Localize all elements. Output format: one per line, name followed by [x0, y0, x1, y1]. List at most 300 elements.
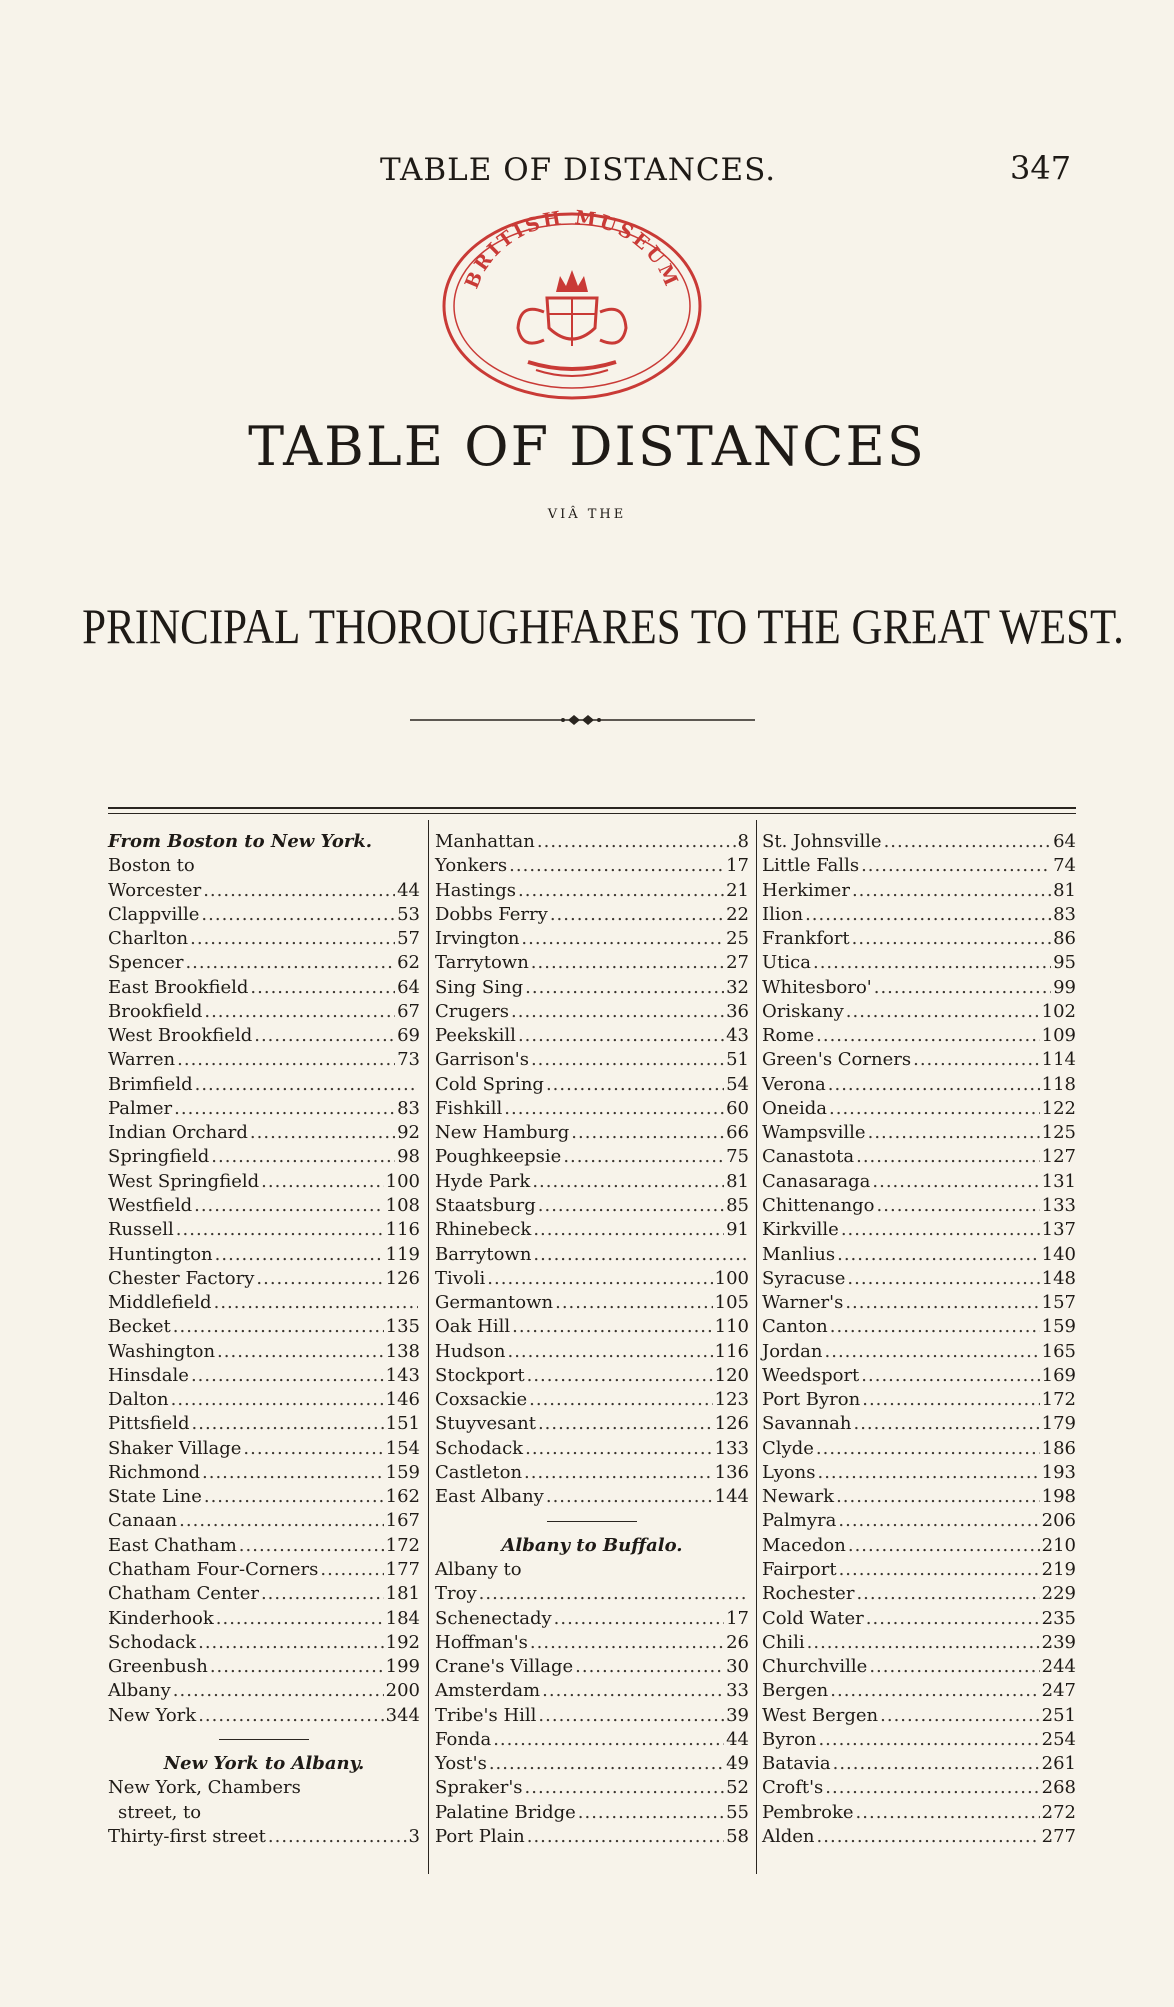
leader-dots [179, 1509, 383, 1533]
distance-value: 251 [1041, 1704, 1076, 1726]
leader-dots [211, 1145, 395, 1169]
distance-entry [435, 1704, 749, 1728]
leader-dots [195, 1073, 418, 1097]
leader-dots [856, 1145, 1040, 1169]
british-museum-stamp [432, 200, 712, 400]
leader-dots [828, 1073, 1040, 1097]
distance-value: 52 [726, 1777, 749, 1799]
place-name: Hoffman's [435, 1631, 528, 1653]
distance-entry [108, 1291, 420, 1315]
place-name: Shaker Village [108, 1437, 242, 1459]
leader-dots [554, 1607, 724, 1631]
leader-dots [185, 951, 395, 975]
place-name: Kirkville [762, 1219, 839, 1241]
place-name: Schodack [108, 1631, 197, 1653]
leader-dots [877, 1194, 1040, 1218]
distance-value: 33 [726, 1680, 749, 1702]
distance-entry [108, 1509, 420, 1533]
distance-column-1 [108, 830, 420, 1849]
distance-entry [435, 1048, 749, 1072]
distance-value: 159 [1041, 1316, 1076, 1338]
distance-entry [762, 1097, 1076, 1121]
place-name: Tarrytown [435, 952, 529, 974]
distance-value: 162 [385, 1486, 420, 1508]
distance-entry [435, 927, 749, 951]
place-name: East Albany [435, 1486, 544, 1508]
distance-value: 229 [1041, 1583, 1076, 1605]
distance-value: 210 [1041, 1534, 1076, 1556]
place-name: Jordan [762, 1340, 823, 1362]
distance-entry [108, 927, 420, 951]
place-name: Canaan [108, 1510, 178, 1532]
leader-dots [518, 1024, 724, 1048]
distance-value: 32 [726, 976, 749, 998]
route-origin: New York, Chambers [108, 1777, 301, 1799]
leader-dots [816, 1024, 1040, 1048]
distance-entry [435, 1679, 749, 1703]
distance-entry [762, 1437, 1076, 1461]
distance-entry [762, 1728, 1076, 1752]
table-rule-top [108, 807, 1076, 809]
distance-value: 119 [385, 1243, 420, 1265]
leader-dots [845, 1291, 1039, 1315]
route-origin: street, to [118, 1801, 202, 1823]
place-name: Rome [762, 1025, 815, 1047]
route-heading: Albany to Buffalo. [501, 1534, 683, 1556]
distance-value: 192 [385, 1631, 420, 1653]
leader-dots [254, 1024, 395, 1048]
distance-entry [435, 1218, 749, 1242]
place-name: Schodack [435, 1437, 524, 1459]
place-name: Staatsburg [435, 1194, 536, 1216]
section-divider [435, 1509, 749, 1533]
place-name: Byron [762, 1728, 817, 1750]
distance-entry [435, 1291, 749, 1315]
place-name: Amsterdam [435, 1680, 541, 1702]
distance-value: 261 [1041, 1753, 1076, 1775]
leader-dots [524, 1461, 713, 1485]
distance-entry [108, 1607, 420, 1631]
place-name: Canton [762, 1316, 828, 1338]
distance-value: 344 [385, 1704, 420, 1726]
leader-dots [861, 1364, 1039, 1388]
leader-dots [575, 1655, 724, 1679]
distance-value: 92 [397, 1122, 420, 1144]
place-name: Oneida [762, 1097, 828, 1119]
distance-value: 167 [385, 1510, 420, 1532]
distance-entry [435, 1412, 749, 1436]
distance-entry [762, 1218, 1076, 1242]
leader-dots [194, 1194, 384, 1218]
place-name: Palatine Bridge [435, 1801, 576, 1823]
leader-dots [479, 1582, 747, 1606]
leader-dots [202, 1461, 384, 1485]
distance-value: 66 [726, 1122, 749, 1144]
distance-entry [762, 927, 1076, 951]
place-name: Garrison's [435, 1049, 529, 1071]
via-line: VIÂ THE [547, 507, 627, 522]
leader-dots [913, 1048, 1040, 1072]
leader-dots [830, 1315, 1040, 1339]
distance-value: 277 [1041, 1825, 1076, 1847]
leader-dots [507, 1340, 712, 1364]
distance-value: 75 [726, 1146, 749, 1168]
distance-entry [435, 1437, 749, 1461]
leader-dots [511, 1000, 724, 1024]
place-name: Oak Hill [435, 1316, 511, 1338]
distance-value: 39 [726, 1704, 749, 1726]
distance-value: 53 [397, 903, 420, 925]
leader-dots [204, 1485, 384, 1509]
distance-value: 55 [726, 1801, 749, 1823]
distance-entry [108, 1073, 420, 1097]
distance-value: 154 [385, 1437, 420, 1459]
distance-value: 22 [726, 903, 749, 925]
leader-dots [203, 879, 395, 903]
leader-dots [250, 1121, 395, 1145]
distance-entry [435, 1024, 749, 1048]
distance-column-2 [435, 830, 749, 1849]
distance-entry [762, 1340, 1076, 1364]
distance-value: 193 [1041, 1461, 1076, 1483]
distance-value: 67 [397, 1000, 420, 1022]
place-name: Hastings [435, 879, 517, 901]
leader-dots [493, 1728, 724, 1752]
place-name: Dobbs Ferry [435, 903, 548, 925]
place-name: Croft's [762, 1777, 824, 1799]
distance-entry [435, 903, 749, 927]
place-name: New York [108, 1704, 197, 1726]
leader-dots [210, 1655, 384, 1679]
place-name: Fonda [435, 1728, 492, 1750]
distance-value: 64 [1053, 831, 1076, 852]
place-name: Peekskill [435, 1025, 516, 1047]
leader-dots [538, 1194, 724, 1218]
route-origin: Boston to [108, 855, 195, 877]
distance-entry [762, 830, 1076, 854]
place-name: Albany [108, 1680, 171, 1702]
place-name: Cold Spring [435, 1073, 544, 1095]
place-name: Manlius [762, 1243, 836, 1265]
place-name: Huntington [108, 1243, 213, 1265]
place-name: Port Byron [762, 1389, 861, 1411]
distance-entry [108, 1218, 420, 1242]
leader-dots [853, 1412, 1039, 1436]
leader-dots [530, 1631, 724, 1655]
leader-dots [268, 1825, 407, 1849]
distance-entry [762, 1291, 1076, 1315]
leader-dots [578, 1801, 724, 1825]
leader-dots [529, 1388, 713, 1412]
leader-dots [571, 1121, 724, 1145]
place-name: Lyons [762, 1461, 816, 1483]
place-name: Manhattan [435, 831, 535, 852]
distance-value: 186 [1041, 1437, 1076, 1459]
distance-value: 81 [726, 1170, 749, 1192]
distance-entry [762, 1655, 1076, 1679]
route-heading: From Boston to New York. [108, 831, 373, 852]
leader-dots [521, 927, 724, 951]
leader-dots [487, 1267, 712, 1291]
distance-value: 159 [385, 1461, 420, 1483]
distance-entry [435, 951, 749, 975]
distance-value: 8 [737, 831, 749, 852]
distance-entry [435, 976, 749, 1000]
leader-dots [533, 1243, 747, 1267]
place-name: Hyde Park [435, 1170, 531, 1192]
place-name: Stockport [435, 1364, 525, 1386]
distance-entry [108, 1000, 420, 1024]
distance-entry [762, 1073, 1076, 1097]
page-number: 347 [1010, 149, 1072, 187]
distance-value: 268 [1041, 1777, 1076, 1799]
main-title: TABLE OF DISTANCES [248, 415, 926, 478]
distance-entry [435, 1631, 749, 1655]
distance-entry [762, 879, 1076, 903]
place-name: Fairport [762, 1558, 837, 1580]
distance-value: 126 [714, 1413, 749, 1435]
distance-column-3 [762, 830, 1076, 1849]
distance-entry [435, 1194, 749, 1218]
leader-dots [550, 903, 724, 927]
distance-entry [108, 1194, 420, 1218]
place-name: Herkimer [762, 879, 850, 901]
place-name: Palmyra [762, 1510, 837, 1532]
distance-entry [435, 1655, 749, 1679]
place-name: Hinsdale [108, 1364, 189, 1386]
distance-entry [762, 1170, 1076, 1194]
place-name: West Bergen [762, 1704, 879, 1726]
distance-entry [435, 1776, 749, 1800]
place-name: Chatham Four-Corners [108, 1558, 319, 1580]
distance-entry [762, 1461, 1076, 1485]
distance-entry [108, 1388, 420, 1412]
distance-entry [762, 903, 1076, 927]
place-name: Canastota [762, 1146, 855, 1168]
leader-dots [525, 1437, 713, 1461]
distance-value: 179 [1041, 1413, 1076, 1435]
leader-dots [848, 1534, 1040, 1558]
place-name: St. Johnsville [762, 831, 882, 852]
distance-value: 123 [714, 1389, 749, 1411]
distance-entry [108, 1437, 420, 1461]
place-name: Thirty-first street [108, 1825, 266, 1847]
place-name: West Springfield [108, 1170, 260, 1192]
distance-entry [762, 976, 1076, 1000]
place-name: New Hamburg [435, 1122, 570, 1144]
distance-entry [108, 1534, 420, 1558]
place-name: Richmond [108, 1461, 201, 1483]
distance-entry [762, 1825, 1076, 1849]
distance-entry [108, 1048, 420, 1072]
distance-value: 272 [1041, 1801, 1076, 1823]
distance-value: 30 [726, 1656, 749, 1678]
place-name: East Brookfield [108, 976, 249, 998]
distance-entry [435, 1485, 749, 1509]
place-name: Crugers [435, 1000, 509, 1022]
distance-entry [108, 951, 420, 975]
distance-entry [435, 879, 749, 903]
distance-entry [108, 903, 420, 927]
place-name: Worcester [108, 879, 202, 901]
place-name: Charlton [108, 928, 189, 950]
leader-dots [509, 854, 724, 878]
place-name: Ilion [762, 903, 804, 925]
stamp-text: BRITISH MUSEUM [460, 206, 684, 292]
place-name: Chittenango [762, 1194, 875, 1216]
distance-value: 58 [726, 1825, 749, 1847]
place-name: Brookfield [108, 1000, 203, 1022]
place-name: Utica [762, 952, 811, 974]
distance-entry [762, 1267, 1076, 1291]
distance-value: 125 [1041, 1122, 1076, 1144]
leader-dots [817, 1461, 1039, 1485]
distance-entry [762, 951, 1076, 975]
distance-value: 81 [1053, 879, 1076, 901]
distance-entry [108, 1412, 420, 1436]
distance-entry [108, 1679, 420, 1703]
distance-value: 244 [1041, 1656, 1076, 1678]
leader-dots [856, 1582, 1039, 1606]
leader-dots [216, 1607, 384, 1631]
distance-value: 172 [385, 1534, 420, 1556]
place-name: Chester Factory [108, 1267, 255, 1289]
distance-value: 60 [726, 1097, 749, 1119]
leader-dots [862, 1388, 1039, 1412]
distance-value: 151 [385, 1413, 420, 1435]
distance-value: 146 [385, 1389, 420, 1411]
distance-value: 126 [385, 1267, 420, 1289]
distance-entry [762, 1364, 1076, 1388]
distance-entry [108, 1825, 420, 1849]
leader-dots [538, 1704, 724, 1728]
place-name: State Line [108, 1486, 202, 1508]
leader-dots [504, 1097, 724, 1121]
distance-entry [762, 1194, 1076, 1218]
leader-dots [198, 1704, 383, 1728]
leader-dots [833, 1752, 1040, 1776]
section-divider [108, 1728, 420, 1752]
distance-entry [435, 1364, 749, 1388]
place-name: Schenectady [435, 1607, 552, 1629]
distance-value: 108 [385, 1194, 420, 1216]
place-name: Macedon [762, 1534, 846, 1556]
distance-value: 100 [385, 1170, 420, 1192]
distance-value: 135 [385, 1316, 420, 1338]
distance-entry [108, 1631, 420, 1655]
place-name: Kinderhook [108, 1607, 214, 1629]
distance-value: 199 [385, 1656, 420, 1678]
place-name: Becket [108, 1316, 171, 1338]
place-name: West Brookfield [108, 1025, 253, 1047]
distance-value: 219 [1041, 1558, 1076, 1580]
place-name: East Chatham [108, 1534, 237, 1556]
leader-dots [868, 1121, 1040, 1145]
distance-entry [762, 1631, 1076, 1655]
leader-dots [261, 1170, 383, 1194]
leader-dots [525, 1776, 725, 1800]
table-rule-bottom [108, 813, 1076, 814]
leader-dots [239, 1534, 384, 1558]
place-name: Green's Corners [762, 1049, 912, 1071]
leader-dots [518, 879, 724, 903]
distance-value: 64 [397, 976, 420, 998]
distance-value: 136 [714, 1461, 749, 1483]
leader-dots [214, 1291, 418, 1315]
distance-entry [762, 1121, 1076, 1145]
leader-dots [861, 854, 1051, 878]
place-name: Tivoli [435, 1267, 486, 1289]
distance-value: 110 [714, 1316, 749, 1338]
distance-entry [435, 1388, 749, 1412]
distance-entry [762, 1145, 1076, 1169]
distance-value: 144 [714, 1486, 749, 1508]
distance-value: 239 [1041, 1631, 1076, 1653]
distance-entry [435, 854, 749, 878]
distance-entry [435, 1801, 749, 1825]
place-name: Chatham Center [108, 1583, 259, 1605]
place-name: Savannah [762, 1413, 852, 1435]
place-name: Middlefield [108, 1292, 212, 1314]
distance-value: 198 [1041, 1486, 1076, 1508]
distance-entry [108, 1097, 420, 1121]
place-name: Russell [108, 1219, 174, 1241]
distance-value: 26 [726, 1631, 749, 1653]
leader-dots [192, 1412, 384, 1436]
distance-entry [108, 1315, 420, 1339]
distance-entry [108, 1340, 420, 1364]
distance-value: 200 [385, 1680, 420, 1702]
distance-entry [435, 1315, 749, 1339]
place-name: Wampsville [762, 1122, 866, 1144]
leader-dots [527, 1825, 724, 1849]
leader-dots [847, 1267, 1039, 1291]
distance-value: 44 [397, 879, 420, 901]
distance-value: 25 [726, 928, 749, 950]
distance-value: 98 [397, 1146, 420, 1168]
distance-value: 102 [1041, 1000, 1076, 1022]
distance-entry [435, 1267, 749, 1291]
distance-value: 17 [726, 1607, 749, 1629]
distance-entry [435, 1145, 749, 1169]
place-name: Stuyvesant [435, 1413, 536, 1435]
leader-dots [531, 1048, 724, 1072]
leader-dots [818, 1728, 1039, 1752]
place-name: Crane's Village [435, 1656, 574, 1678]
place-name: Springfield [108, 1146, 210, 1168]
leader-dots [217, 1340, 384, 1364]
leader-dots [838, 1509, 1039, 1533]
distance-value: 116 [714, 1340, 749, 1362]
distance-value: 85 [726, 1194, 749, 1216]
place-name: Weedsport [762, 1364, 860, 1386]
place-name: Palmer [108, 1097, 173, 1119]
distance-entry [435, 1097, 749, 1121]
place-name: Coxsackie [435, 1389, 528, 1411]
distance-entry [108, 1582, 420, 1606]
distance-value: 36 [726, 1000, 749, 1022]
place-name: Bergen [762, 1680, 829, 1702]
place-name: Yost's [435, 1753, 487, 1775]
place-name: Brimfield [108, 1073, 193, 1095]
distance-value: 133 [714, 1437, 749, 1459]
distance-value: 91 [726, 1219, 749, 1241]
leader-dots [215, 1243, 384, 1267]
running-head: TABLE OF DISTANCES. [380, 152, 777, 188]
route-heading: New York to Albany. [163, 1753, 365, 1775]
distance-value: 181 [385, 1583, 420, 1605]
place-name: Washington [108, 1340, 216, 1362]
